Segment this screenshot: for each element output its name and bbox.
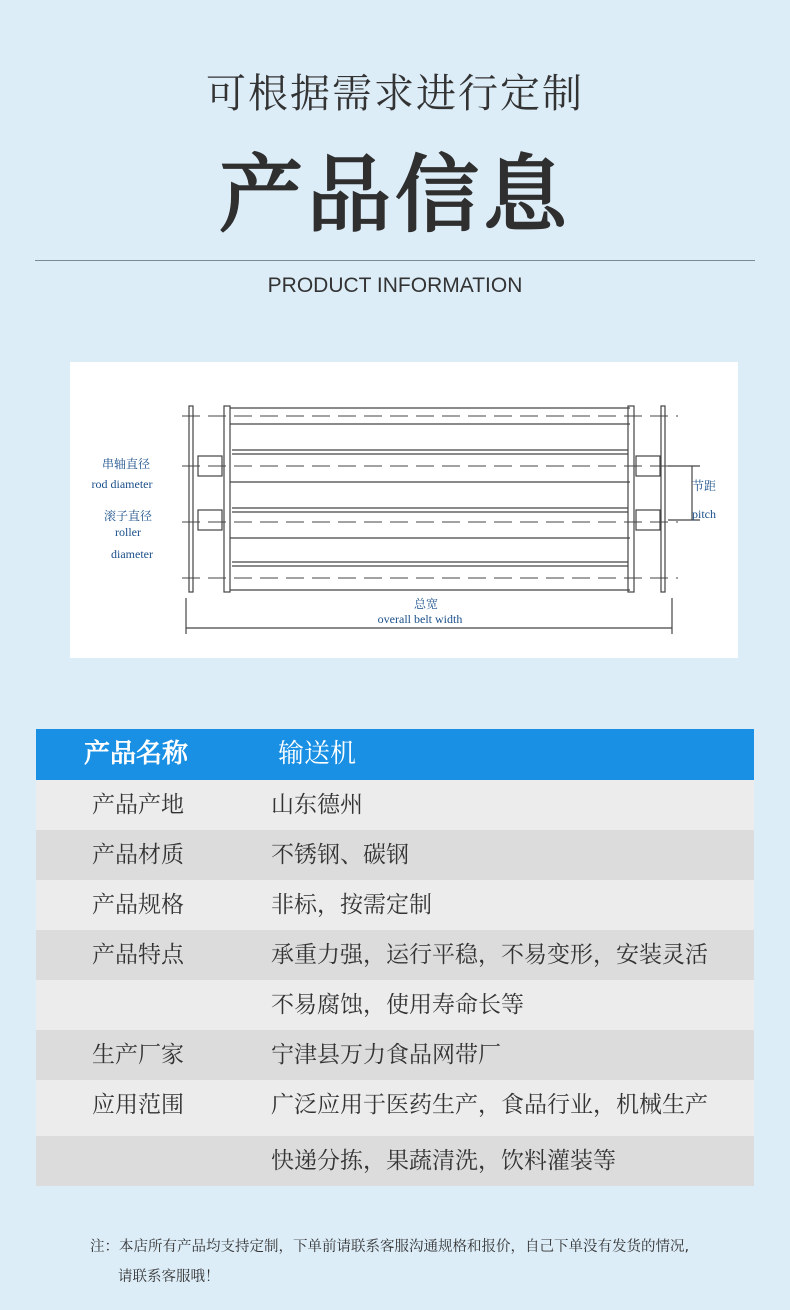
table-row: [36, 830, 754, 880]
table-row: [36, 1030, 754, 1080]
divider: [35, 260, 755, 261]
roller-diameter-label-en-2: diameter: [111, 547, 153, 561]
table-row: [36, 780, 754, 830]
pitch-label-en: pitch: [692, 507, 716, 521]
row-value: 不锈钢、碳钢: [271, 842, 409, 868]
page-subtitle: 可根据需求进行定制: [206, 71, 584, 117]
row-label: 产品产地: [92, 792, 184, 818]
table-row: [36, 1080, 754, 1136]
roller-diameter-label-cn: 滚子直径: [103, 509, 153, 523]
pitch-label-cn: 节距: [691, 479, 717, 493]
row-label: 产品材质: [92, 842, 184, 868]
footnote-line-1: 注：本店所有产品均支持定制，下单前请联系客服沟通规格和报价，自己下单没有发货的情况,: [90, 1239, 690, 1255]
row-label: 产品特点: [92, 942, 184, 968]
width-label-cn: 总宽: [413, 597, 439, 611]
table-row: [36, 1136, 754, 1186]
table-row: [36, 930, 754, 980]
row-value: 山东德州: [271, 792, 363, 818]
row-value: 不易腐蚀，使用寿命长等: [271, 992, 524, 1018]
roller-diameter-label-en-1: roller: [115, 525, 141, 539]
rod-diameter-label-cn: 串轴直径: [101, 457, 151, 471]
row-label: 生产厂家: [92, 1042, 184, 1068]
header-value: 输送机: [278, 739, 357, 769]
english-title: PRODUCT INFORMATION: [267, 274, 523, 297]
page-title: 产品信息: [218, 146, 571, 244]
header-label: 产品名称: [84, 739, 189, 769]
footnote-line-2: 请联系客服哦！: [118, 1269, 220, 1285]
row-value: 承重力强，运行平稳，不易变形，安装灵活: [271, 942, 708, 968]
table-row: [36, 880, 754, 930]
product-info-table: [36, 729, 754, 1186]
row-label: 应用范围: [92, 1092, 184, 1118]
footnote: [90, 1232, 762, 1292]
row-value: 快递分拣，果蔬清洗，饮料灌装等: [271, 1148, 616, 1174]
table-header-row: [36, 729, 754, 780]
row-label: 产品规格: [92, 892, 184, 918]
table-row: [36, 980, 754, 1030]
width-label-en: overall belt width: [377, 612, 463, 626]
rod-diameter-label-en: rod diameter: [91, 477, 153, 491]
row-value: 宁津县万力食品网带厂: [271, 1042, 501, 1068]
belt-dimension-diagram: [70, 362, 738, 658]
row-value: 广泛应用于医药生产，食品行业，机械生产: [271, 1092, 708, 1118]
row-value: 非标，按需定制: [271, 892, 432, 918]
